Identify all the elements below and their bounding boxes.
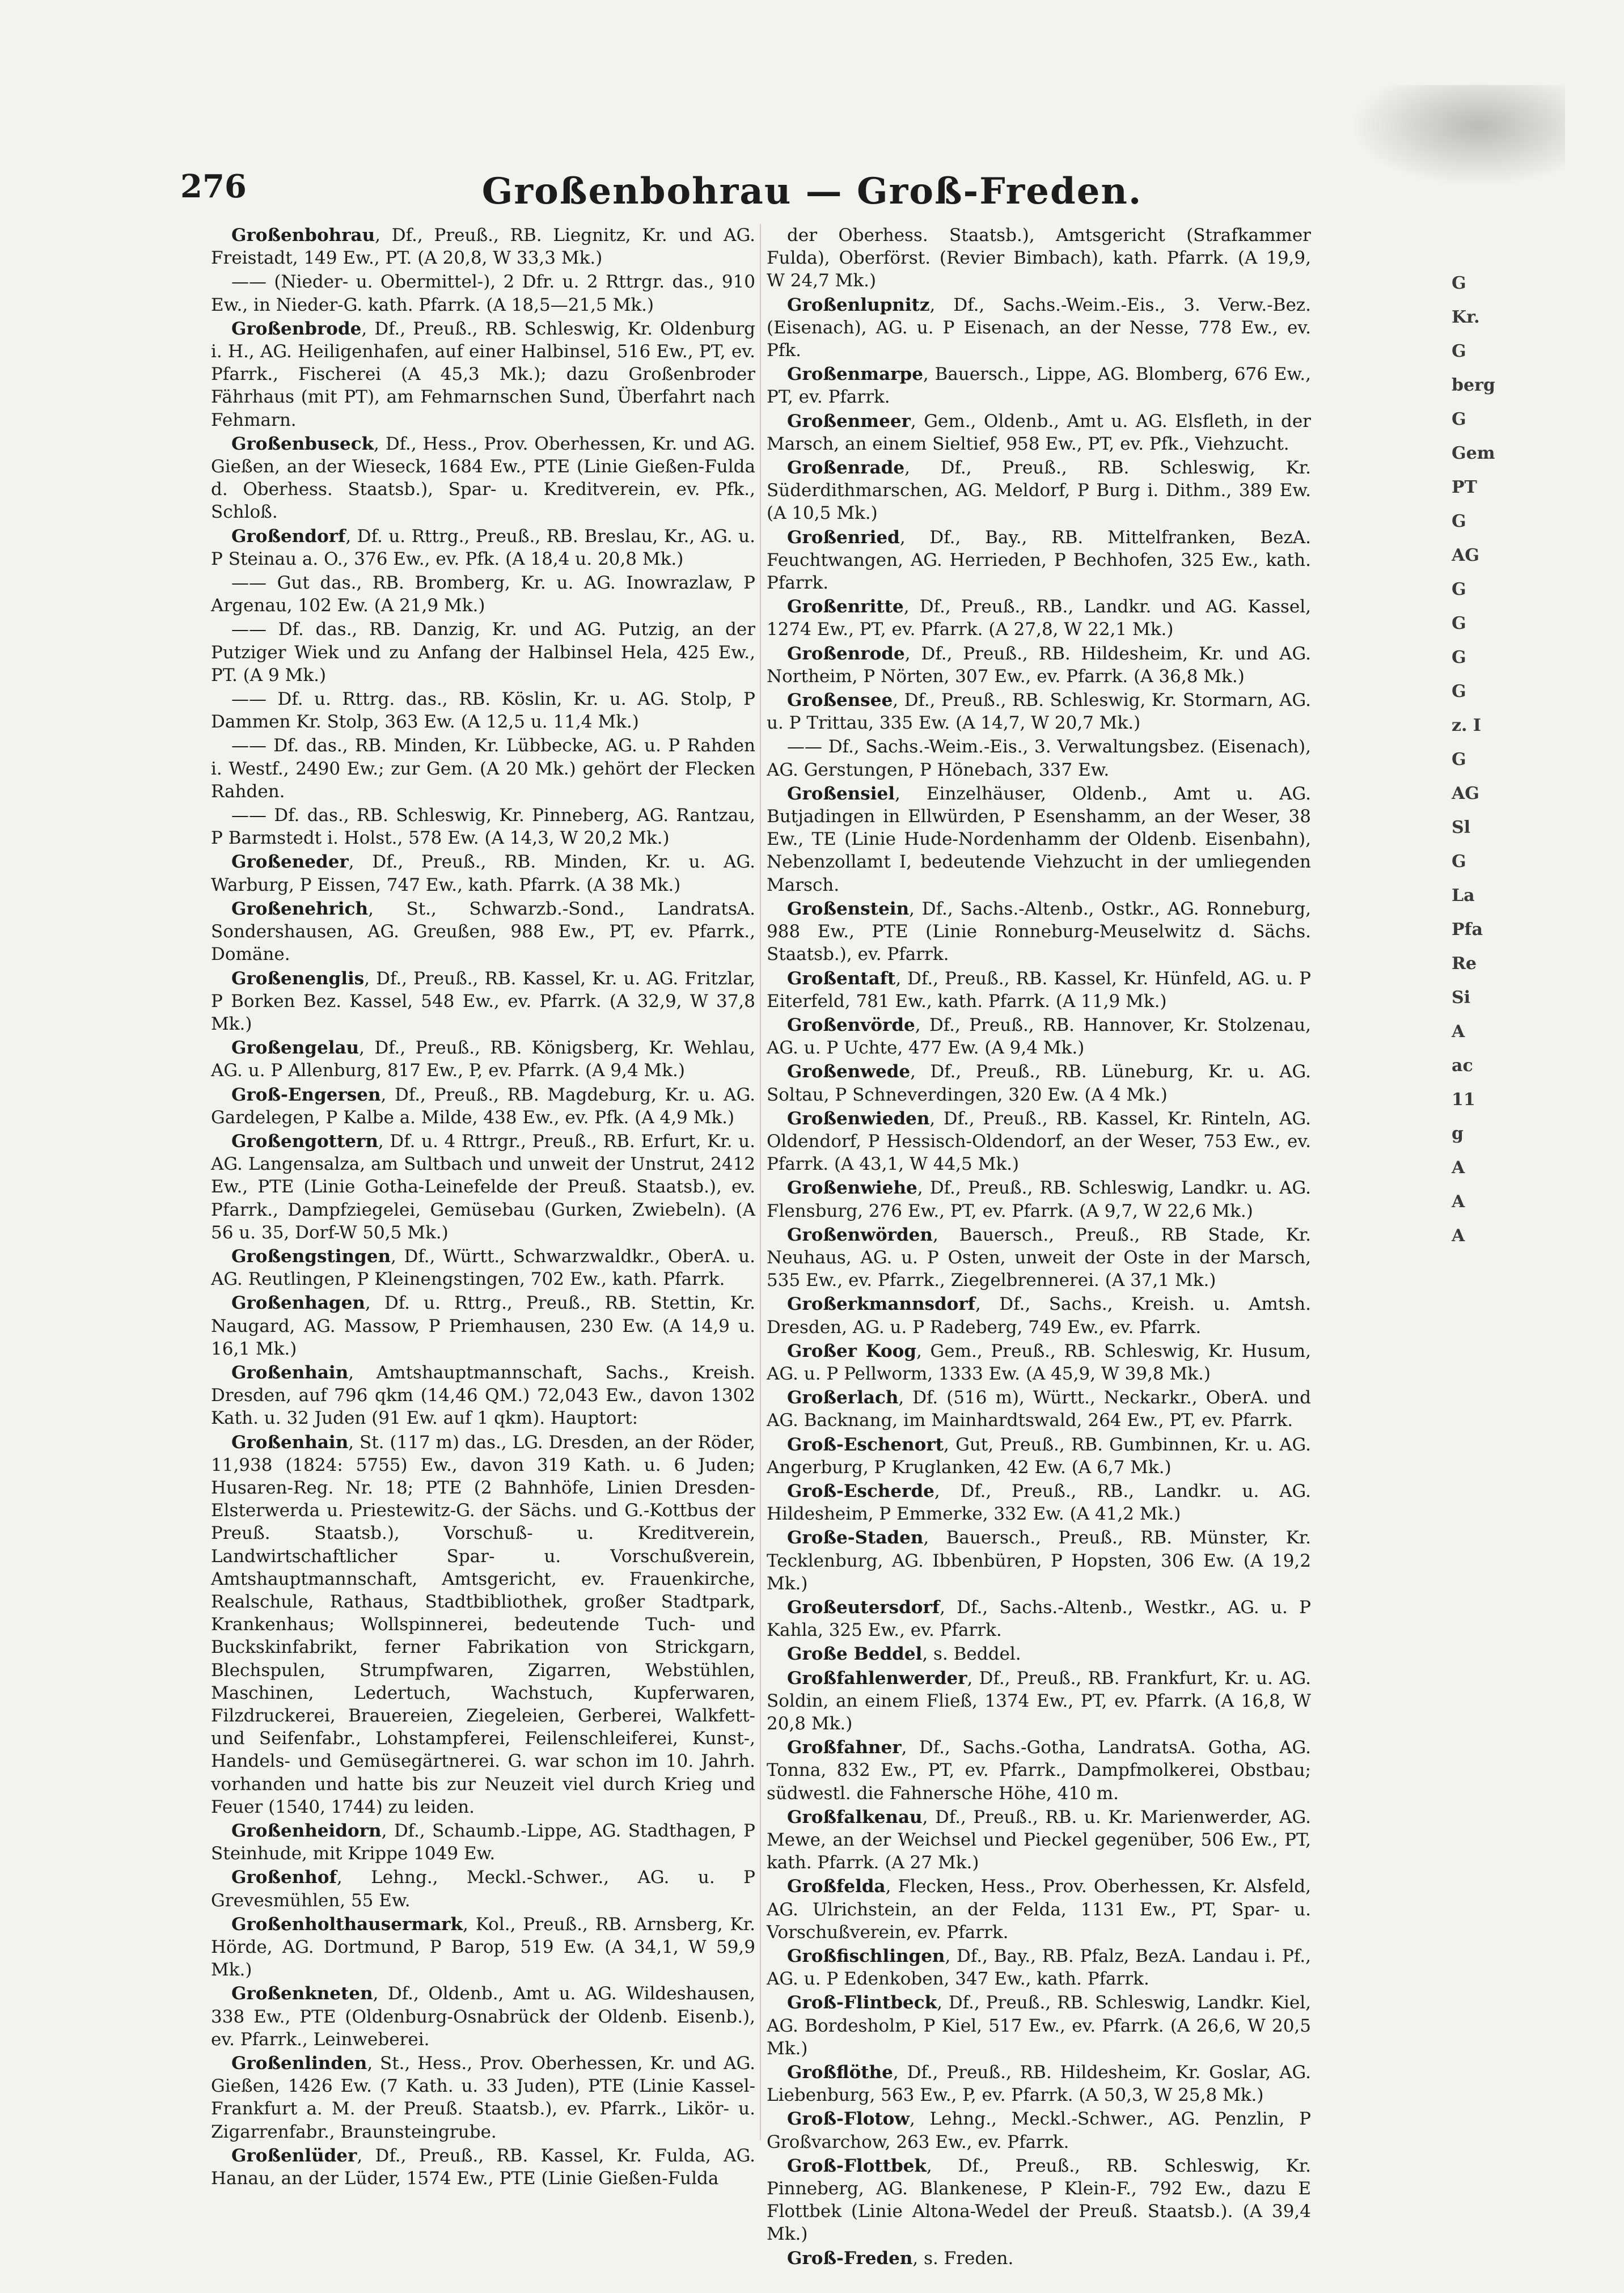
entry-text: , Df., Sachs.-Weim.-Eis., 3. Verw.-Bez. (Eisenach), AG. u. P Eisenach, an der Nesse, 778 Ew., ev. Pfk. <box>767 294 1311 361</box>
entry-headword: Großenhof <box>231 1867 337 1888</box>
entry-headword: Groß-Engersen <box>231 1084 381 1105</box>
margin-fragment: La <box>1452 886 1475 906</box>
entry-text: , Df., Preuß., RB. u. Kr. Marienwerder, AG. Mewe, an der Weichsel und Pieckel gegenüber, 506 Ew., PT, kath. Pfarrk. (A 27 Mk.) <box>767 1807 1311 1873</box>
margin-fragment: ac <box>1452 1056 1473 1076</box>
margin-fragment: Sl <box>1452 818 1471 837</box>
entry-headword: Großenlinden <box>231 2053 367 2074</box>
margin-fragment: G <box>1452 648 1466 667</box>
entry-headword: Großensiel <box>787 783 895 804</box>
entry-headword: Großenheidorn <box>231 1821 382 1842</box>
entry-headword: Großfelda <box>787 1876 886 1897</box>
gazetteer-entry <box>767 1433 1311 1479</box>
entry-text: der Oberhess. Staatsb.), Amtsgericht (Strafkammer Fulda), Oberförst. (Revier Bimbach), kath. Pfarrk. (A 19,9, W 24,7 Mk.) <box>767 225 1311 291</box>
entry-headword: Großfalkenau <box>787 1807 923 1827</box>
gazetteer-entry <box>211 898 755 966</box>
gazetteer-entry <box>767 1667 1311 1736</box>
gazetteer-entry <box>767 782 1311 896</box>
margin-fragment: AG <box>1452 784 1479 803</box>
entry-text: , Df., Preuß., RB. Hildesheim, Kr. und AG. Northeim, P Nörten, 307 Ew., ev. Pfarrk. (A 36,8 Mk.) <box>767 643 1311 687</box>
entry-text: , Gem., Oldenb., Amt u. AG. Elsfleth, in der Marsch, an einem Sieltief, 958 Ew., PT, ev. Pfk., Viehzucht. <box>767 411 1311 454</box>
entry-text: , Bauersch., Preuß., RB. Münster, Kr. Tecklenburg, AG. Ibbenbüren, P Hopsten, 306 Ew. (A 19,2 Mk.) <box>767 1528 1311 1594</box>
entry-headword: Großenwede <box>787 1061 911 1082</box>
entry-text: —— Df. das., RB. Minden, Kr. Lübbecke, AG. u. P Rahden i. Westf., 2490 Ew.; zur Gem. (A 20 Mk.) gehört der Flecken Rahden. <box>211 735 755 802</box>
entry-headword: Großenhain <box>231 1362 349 1383</box>
entry-text: , Df., Preuß., RB. Liegnitz, Kr. und AG. Freistadt, 149 Ew., PT. (A 20,8, W 33,3 Mk.) <box>211 225 755 269</box>
gazetteer-entry <box>211 2144 755 2190</box>
entry-text: , Lehng., Meckl.-Schwer., AG. Penzlin, P Großvarchow, 263 Ew., ev. Pfarrk. <box>767 2109 1311 2152</box>
margin-fragment: G <box>1452 682 1466 701</box>
entry-text: , Df., Preuß., RB. Kassel, Kr. Fulda, AG. Hanau, an der Lüder, 1574 Ew., PTE (Linie Gießen-Fulda <box>211 2145 755 2189</box>
gazetteer-entry <box>767 595 1311 641</box>
entry-headword: Groß-Flottbek <box>787 2155 927 2176</box>
entry-text: , Df., Sachs.-Gotha, LandratsA. Gotha, AG. Tonna, 832 Ew., PT, ev. Pfarrk., Dampfmolkerei, Obstbau; südwestl. die Fahnersche Höhe, 410 m. <box>767 1737 1311 1804</box>
margin-fragment: AG <box>1452 545 1479 565</box>
margin-fragment: G <box>1452 511 1466 531</box>
margin-fragment: A <box>1452 1158 1465 1178</box>
gazetteer-entry <box>211 270 755 316</box>
entry-text: , Df. u. 4 Rttrgr., Preuß., RB. Erfurt, Kr. u. AG. Langensalza, am Sultbach und unweit der Unstrut, 2412 Ew., PTE (Linie Gotha-Leinefelde der Preuß. Staatsb.), ev. Pfarrk., Dampfziegelei, Gemüsebau (Gurken, Zwiebeln). (A 56 u. 35, Dorf-W 50,5 Mk.) <box>211 1131 755 1243</box>
entry-headword: Großer Koog <box>787 1340 917 1361</box>
gazetteer-entry <box>211 804 755 849</box>
entry-text: , Einzelhäuser, Oldenb., Amt u. AG. Butjadingen in Ellwürden, P Esenshamm, an der Weser, 38 Ew., TE (Linie Hude-Nordenhamm der Oldenb. Eisenbahn), Nebenzollamt I, bedeutende Viehzucht in der umliegenden Marsch. <box>767 783 1311 895</box>
gazetteer-entry <box>767 363 1311 408</box>
gazetteer-entry <box>211 618 755 687</box>
margin-fragment: Gem <box>1452 443 1495 463</box>
entry-headword: Großenmeer <box>787 411 911 431</box>
entry-headword: Großenwiehe <box>787 1178 917 1199</box>
margin-fragment: G <box>1452 579 1466 599</box>
entry-headword: Großenhagen <box>231 1293 365 1314</box>
gazetteer-entry <box>211 1982 755 2051</box>
entry-text: , Lehng., Meckl.-Schwer., AG. u. P Grevesmühlen, 55 Ew. <box>211 1867 755 1911</box>
gazetteer-entry <box>211 1084 755 1129</box>
margin-fragment: berg <box>1452 375 1495 395</box>
entry-text: , Gut, Preuß., RB. Gumbinnen, Kr. u. AG. Angerburg, P Kruglanken, 42 Ew. (A 6,7 Mk.) <box>767 1434 1311 1478</box>
entry-text: , Df. (516 m), Württ., Neckarkr., OberA. und AG. Backnang, im Mainhardtswald, 264 Ew., PT, ev. Pfarrk. <box>767 1387 1311 1431</box>
margin-fragment: A <box>1452 1226 1465 1246</box>
entry-text: , Df., Sachs.-Altenb., Ostkr., AG. Ronneburg, 988 Ew., PTE (Linie Ronneburg-Meuselwitz d. Sächs. Staatsb.), ev. Pfarrk. <box>767 898 1311 965</box>
entry-text: —— Df. das., RB. Danzig, Kr. und AG. Putzig, an der Putziger Wiek und zu Anfang der Halbinsel Hela, 425 Ew., PT. (A 9 Mk.) <box>211 619 755 686</box>
entry-text: , Df., Oldenb., Amt u. AG. Wildeshausen, 338 Ew., PTE (Oldenburg-Osnabrück der Oldenb. Eisenb.), ev. Pfarrk., Leinweberei. <box>211 1983 755 2050</box>
entry-text: —— Df., Sachs.-Weim.-Eis., 3. Verwaltungsbez. (Eisenach), AG. Gerstungen, P Hönebach, 337 Ew. <box>767 737 1311 780</box>
margin-fragment: G <box>1452 341 1466 361</box>
entry-text: , Df., Preuß., RB. Schleswig, Kr. Stormarn, AG. u. P Trittau, 335 Ew. (A 14,7, W 20,7 Mk.) <box>767 690 1311 734</box>
gazetteer-entry <box>211 1431 755 1818</box>
entry-headword: Großensee <box>787 690 893 711</box>
entry-headword: Groß-Eschenort <box>787 1434 944 1455</box>
entry-text: , Df., Preuß., RB., Landkr. und AG. Kassel, 1274 Ew., PT, ev. Pfarrk. (A 27,8, W 22,1 Mk.) <box>767 596 1311 640</box>
gazetteer-entry <box>767 1480 1311 1525</box>
entry-headword: Groß-Escherde <box>787 1480 934 1501</box>
entry-headword: Groß-Freden <box>787 2248 913 2269</box>
entry-headword: Großenried <box>787 527 900 548</box>
entry-text: , Bauersch., Preuß., RB Stade, Kr. Neuhaus, AG. u. P Osten, unweit der Oste in der Marsch, 535 Ew., ev. Pfarrk., Ziegelbrennerei. (A 37,1 Mk.) <box>767 1224 1311 1291</box>
gazetteer-entry <box>211 688 755 733</box>
entry-headword: Großentaft <box>787 968 896 989</box>
entry-headword: Großenwörden <box>787 1224 933 1245</box>
gazetteer-entry <box>211 1130 755 1244</box>
entry-text: , Df., Preuß., RB. Schleswig, Kr. Süderdithmarschen, AG. Meldorf, P Burg i. Dithm., 389 Ew. (A 10,5 Mk.) <box>767 458 1311 524</box>
gazetteer-entry <box>211 1036 755 1082</box>
entry-text: , Df., Preuß., RB. Schleswig, Kr. Oldenburg i. H., AG. Heiligenhafen, auf einer Halbinsel, 516 Ew., PT, ev. Pfarrk., Fischerei (A 45,3 Mk.); dazu Großenbroder Fährhaus (mit PT), am Fehmarnschen Sund, Überfahrt nach Fehmarn. <box>211 318 755 430</box>
gazetteer-entry <box>211 1292 755 1360</box>
entry-headword: Großfischlingen <box>787 1946 945 1967</box>
gazetteer-entry <box>767 1340 1311 1385</box>
margin-fragment: Si <box>1452 988 1471 1008</box>
entry-headword: Großengelau <box>231 1038 360 1059</box>
entry-headword: Großenmarpe <box>787 364 923 385</box>
gazetteer-entry <box>767 1643 1311 1665</box>
entry-headword: Großerkmannsdorf <box>787 1294 976 1315</box>
gazetteer-entry <box>767 967 1311 1013</box>
entry-text: , Df., Schaumb.-Lippe, AG. Stadthagen, P Steinhude, mit Krippe 1049 Ew. <box>211 1821 755 1864</box>
gazetteer-entry <box>767 1875 1311 1944</box>
entry-text: , Df., Bay., RB. Pfalz, BezA. Landau i. Pf., AG. u. P Edenkoben, 347 Ew., kath. Pfarrk. <box>767 1946 1311 1990</box>
gazetteer-entry <box>767 456 1311 525</box>
entry-text: —— Gut das., RB. Bromberg, Kr. u. AG. Inowrazlaw, P Argenau, 102 Ew. (A 21,9 Mk.) <box>211 573 755 616</box>
margin-fragment: g <box>1452 1124 1464 1144</box>
entry-text: , Df., Preuß., RB. Königsberg, Kr. Wehlau, AG. u. P Allenburg, 817 Ew., P, ev. Pfarrk. (A 9,4 Mk.) <box>211 1038 755 1081</box>
gazetteer-entry <box>767 1736 1311 1805</box>
gazetteer-entry <box>767 224 1311 293</box>
gazetteer-entry <box>211 851 755 896</box>
gazetteer-entry <box>211 572 755 617</box>
entry-text: , Df., Bay., RB. Mittelfranken, BezA. Feuchtwangen, AG. Herrieden, P Bechhofen, 325 Ew., kath. Pfarrk. <box>767 527 1311 594</box>
gazetteer-entry <box>767 2247 1311 2270</box>
entry-headword: Großenhain <box>231 1432 349 1453</box>
margin-fragment: PT <box>1452 477 1477 497</box>
entry-headword: Große Beddel <box>787 1644 923 1665</box>
margin-fragment: Re <box>1452 954 1477 974</box>
entry-headword: Großenstein <box>787 898 910 919</box>
margin-fragment: G <box>1452 852 1466 871</box>
margin-fragment: Kr. <box>1452 307 1480 327</box>
entry-text: , Df. u. Rttrg., Preuß., RB. Breslau, Kr., AG. u. P Steinau a. O., 376 Ew., ev. Pfk. (A 18,4 u. 20,8 Mk.) <box>211 526 755 569</box>
entry-text: , Df., Preuß., RB. Hildesheim, Kr. Goslar, AG. Liebenburg, 563 Ew., P, ev. Pfarrk. (A 50,3, W 25,8 Mk.) <box>767 2062 1311 2106</box>
gazetteer-entry <box>767 1177 1311 1222</box>
entry-text: , Df., Preuß., RB. Kassel, Kr. Rinteln, AG. Oldendorf, P Hessisch-Oldendorf, an der Weser, 753 Ew., ev. Pfarrk. (A 43,1, W 44,5 Mk.) <box>767 1108 1311 1175</box>
entry-headword: Großendorf <box>231 526 346 547</box>
entry-text: , Df., Württ., Schwarzwaldkr., OberA. u. AG. Reutlingen, P Kleinengstingen, 702 Ew., kath. Pfarrk. <box>211 1246 755 1290</box>
entry-headword: Großenlupnitz <box>787 294 930 315</box>
right-column <box>767 224 1311 2271</box>
entry-text: , Df., Preuß., RB., Landkr. u. AG. Hildesheim, P Emmerke, 332 Ew. (A 41,2 Mk.) <box>767 1480 1311 1525</box>
gazetteer-entry <box>767 735 1311 781</box>
entry-text: , Df., Sachs., Kreish. u. Amtsh. Dresden, AG. u. P Radeberg, 749 Ew., ev. Pfarrk. <box>767 1294 1311 1338</box>
entry-text: , Df., Hess., Prov. Oberhessen, Kr. und AG. Gießen, an der Wieseck, 1684 Ew., PTE (Linie Gießen-Fulda d. Oberhess. Staatsb.), Spar- u. Kreditverein, ev. Pfk., Schloß. <box>211 433 755 523</box>
entry-headword: Großenrade <box>787 458 905 479</box>
entry-text: , Df., Preuß., RB. Magdeburg, Kr. u. AG. Gardelegen, P Kalbe a. Milde, 438 Ew., ev. Pfk. (A 4,9 Mk.) <box>211 1084 755 1128</box>
entry-headword: Großenvörde <box>787 1014 915 1035</box>
entry-text: —— Df. das., RB. Schleswig, Kr. Pinneberg, AG. Rantzau, P Barmstedt i. Holst., 578 Ew. (A 14,3, W 20,2 Mk.) <box>211 805 755 849</box>
entry-headword: Großflöthe <box>787 2062 893 2083</box>
entry-text: , Df., Preuß., RB. Schleswig, Landkr. Kiel, AG. Bordesholm, P Kiel, 517 Ew., ev. Pfarrk. (A 26,6, W 20,5 Mk.) <box>767 1992 1311 2059</box>
entry-text: , St. (117 m) das., LG. Dresden, an der Röder, 11,938 (1824: 5755) Ew., davon 319 Kath. u. 6 Juden; Husaren-Reg. Nr. 18; PTE (2 Bahnhöfe, Linien Dresden-Elsterwerda u. Priestewitz-G. der Sächs. und G.-Kottbus der Preuß. Staatsb.), Vorschuß- u. Kreditverein, Landwirtschaftlicher Spar- u. Vorschußverein, Amtshauptmannschaft, Amtsgericht, ev. Frauenkirche, Realschule, Rathaus, Stadtbibliothek, großer Stadtpark, Krankenhaus; Wollspinnerei, bedeutende Tuch- und Buckskinfabrikt, ferner Fabrikation von Strickgarn, Blechspulen, Strumpfwaren, Zigarren, Webstühlen, Maschinen, Ledertuch, Wachstuch, Kupferwaren, Filzdruckerei, Brauereien, Ziegeleien, Gerberei, Walkfett- und Seifenfabr., Lohstampferei, Feilenschleiferei, Kunst-, Handels- und Gemüsegärtnerei. G. war schon im 10. Jahrh. vorhanden und hatte bis zur Neuzeit viel durch Krieg und Feuer (1540, 1744) zu leiden. <box>211 1432 755 1817</box>
gazetteer-entry <box>211 433 755 524</box>
entry-headword: Großenenglis <box>231 968 365 989</box>
gazetteer-entry <box>767 1060 1311 1106</box>
entry-headword: Großfahner <box>787 1737 902 1758</box>
entry-text: —— (Nieder- u. Obermittel-), 2 Dfr. u. 2 Rttrgr. das., 910 Ew., in Nieder-G. kath. Pfarrk. (A 18,5—21,5 Mk.) <box>211 272 755 315</box>
gazetteer-entry <box>767 1596 1311 1642</box>
entry-text: , Df., Preuß., RB. Schleswig, Kr. Pinneberg, AG. Blankenese, P Klein-F., 792 Ew., dazu E Flottbek (Linie Altona-Wedel der Preuß. Staatsb.). (A 39,4 Mk.) <box>767 2155 1311 2245</box>
gazetteer-entry <box>767 1526 1311 1595</box>
entry-headword: Große-Staden <box>787 1528 924 1549</box>
gazetteer-entry <box>767 642 1311 688</box>
entry-headword: Großeutersdorf <box>787 1597 940 1618</box>
entry-headword: Großenritte <box>787 596 904 617</box>
gazetteer-entry <box>767 2155 1311 2246</box>
entry-headword: Großenehrich <box>231 898 369 919</box>
gazetteer-entry <box>767 898 1311 966</box>
left-column <box>211 224 755 2191</box>
column-divider <box>760 224 761 2140</box>
entry-headword: Großenbuseck <box>231 433 374 454</box>
entry-text: , St., Hess., Prov. Oberhessen, Kr. und AG. Gießen, 1426 Ew. (7 Kath. u. 33 Juden), PTE (Linie Kassel-Frankfurt a. M. der Preuß. Staatsb.), ev. Pfarrk., Likör- u. Zigarrenfabr., Braunsteingrube. <box>211 2053 755 2142</box>
entry-headword: Großenbrode <box>231 318 362 339</box>
gazetteer-entry <box>211 734 755 803</box>
entry-text: , Amtshauptmannschaft, Sachs., Kreish. Dresden, auf 796 qkm (14,46 QM.) 72,043 Ew., davon 1302 Kath. u. 32 Juden (91 Ew. auf 1 qkm). Hauptort: <box>211 1362 755 1429</box>
entry-headword: Großenlüder <box>231 2145 357 2166</box>
entry-headword: Großeneder <box>231 852 349 873</box>
entry-text: , St., Schwarzb.-Sond., LandratsA. Sondershausen, AG. Greußen, 988 Ew., PT, ev. Pfarrk., Domäne. <box>211 898 755 965</box>
gazetteer-entry <box>767 1386 1311 1432</box>
margin-fragment: G <box>1452 614 1466 633</box>
gazetteer-entry <box>767 689 1311 734</box>
gazetteer-entry <box>767 1806 1311 1875</box>
gazetteer-entry <box>211 1361 755 1430</box>
entry-headword: Groß-Flotow <box>787 2109 910 2130</box>
entry-headword: Großenkneten <box>231 1983 373 2004</box>
margin-fragment: G <box>1452 409 1466 429</box>
margin-fragment: G <box>1452 273 1466 293</box>
entry-headword: Großenwieden <box>787 1108 930 1129</box>
margin-fragment: G <box>1452 750 1466 769</box>
gazetteer-entry <box>211 318 755 431</box>
gazetteer-entry <box>767 526 1311 595</box>
gazetteer-entry <box>767 1224 1311 1292</box>
entry-text: , Bauersch., Lippe, AG. Blomberg, 676 Ew., PT, ev. Pfarrk. <box>767 364 1311 408</box>
gazetteer-entry <box>211 224 755 269</box>
gazetteer-entry <box>767 1014 1311 1059</box>
gazetteer-entry <box>767 1991 1311 2060</box>
entry-headword: Großenbohrau <box>231 225 375 246</box>
entry-headword: Groß-Flintbeck <box>787 1992 937 2013</box>
entry-text: —— Df. u. Rttrg. das., RB. Köslin, Kr. u. AG. Stolp, P Dammen Kr. Stolp, 363 Ew. (A 12,5 u. 11,4 Mk.) <box>211 689 755 733</box>
gazetteer-entry <box>211 525 755 570</box>
gazetteer-entry <box>211 967 755 1036</box>
margin-fragment: A <box>1452 1192 1465 1212</box>
margin-fragment: Pfa <box>1452 920 1483 940</box>
entry-text: , s. Beddel. <box>922 1644 1021 1665</box>
margin-fragment: A <box>1452 1022 1465 1042</box>
entry-text: , Df., Preuß., RB. Minden, Kr. u. AG. Warburg, P Eissen, 747 Ew., kath. Pfarrk. (A 38 Mk.) <box>211 852 755 895</box>
gazetteer-entry <box>211 2052 755 2143</box>
gazetteer-entry <box>767 2108 1311 2153</box>
entry-headword: Großfahlenwerder <box>787 1668 967 1689</box>
entry-headword: Großenholthausermark <box>231 1914 463 1935</box>
page-number: 276 <box>180 168 247 205</box>
gazetteer-entry <box>211 1245 755 1291</box>
entry-text: , Df. u. Rttrg., Preuß., RB. Stettin, Kr. Naugard, AG. Massow, P Priemhausen, 230 Ew. (A 14,9 u. 16,1 Mk.) <box>211 1293 755 1359</box>
gazetteer-entry <box>211 1913 755 1982</box>
gazetteer-entry <box>767 294 1311 362</box>
gazetteer-entry <box>767 1107 1311 1176</box>
entry-text: , Flecken, Hess., Prov. Oberhessen, Kr. Alsfeld, AG. Ulrichstein, an der Felda, 1131 Ew., PT, Spar- u. Vorschußverein, ev. Pfarrk. <box>767 1876 1311 1943</box>
entry-text: , Gem., Preuß., RB. Schleswig, Kr. Husum, AG. u. P Pellworm, 1333 Ew. (A 45,9, W 39,8 Mk.) <box>767 1340 1311 1384</box>
entry-text: , Df., Preuß., RB. Hannover, Kr. Stolzenau, AG. u. P Uchte, 477 Ew. (A 9,4 Mk.) <box>767 1014 1311 1059</box>
entry-headword: Großengottern <box>231 1131 378 1152</box>
adjacent-page-margin <box>1452 266 1520 1246</box>
running-head: Großenbohrau — Groß-Freden. <box>481 170 1143 213</box>
entry-headword: Großengstingen <box>231 1246 391 1267</box>
margin-fragment: 11 <box>1452 1090 1475 1110</box>
gazetteer-entry <box>211 1820 755 1865</box>
entry-text: , s. Freden. <box>912 2248 1014 2269</box>
entry-text: , Df., Sachs.-Altenb., Westkr., AG. u. P Kahla, 325 Ew., ev. Pfarrk. <box>767 1597 1311 1641</box>
gazetteer-entry <box>767 1945 1311 1990</box>
gazetteer-entry <box>767 1293 1311 1338</box>
margin-fragment: z. I <box>1452 716 1481 735</box>
entry-headword: Großenrode <box>787 643 905 664</box>
entry-text: , Df., Preuß., RB. Kassel, Kr. u. AG. Fritzlar, P Borken Bez. Kassel, 548 Ew., ev. Pfarrk. (A 32,9, W 37,8 Mk.) <box>211 968 755 1034</box>
entry-text: , Kol., Preuß., RB. Arnsberg, Kr. Hörde, AG. Dortmund, P Barop, 519 Ew. (A 34,1, W 59,9 Mk.) <box>211 1914 755 1981</box>
entry-text: , Df., Preuß., RB. Frankfurt, Kr. u. AG. Soldin, an einem Fließ, 1374 Ew., PT, ev. Pfarrk. (A 16,8, W 20,8 Mk.) <box>767 1668 1311 1734</box>
entry-headword: Großerlach <box>787 1387 899 1408</box>
gazetteer-entry <box>211 1866 755 1911</box>
entry-text: , Df., Preuß., RB. Schleswig, Landkr. u. AG. Flensburg, 276 Ew., PT, ev. Pfarrk. (A 9,7, W 22,6 Mk.) <box>767 1178 1311 1221</box>
gazetteer-entry <box>767 2061 1311 2106</box>
gazetteer-entry <box>767 410 1311 455</box>
entry-text: , Df., Preuß., RB. Kassel, Kr. Hünfeld, AG. u. P Eiterfeld, 781 Ew., kath. Pfarrk. (A 11,9 Mk.) <box>767 968 1311 1012</box>
entry-text: , Df., Preuß., RB. Lüneburg, Kr. u. AG. Soltau, P Schneverdingen, 320 Ew. (A 4 Mk.) <box>767 1061 1311 1105</box>
